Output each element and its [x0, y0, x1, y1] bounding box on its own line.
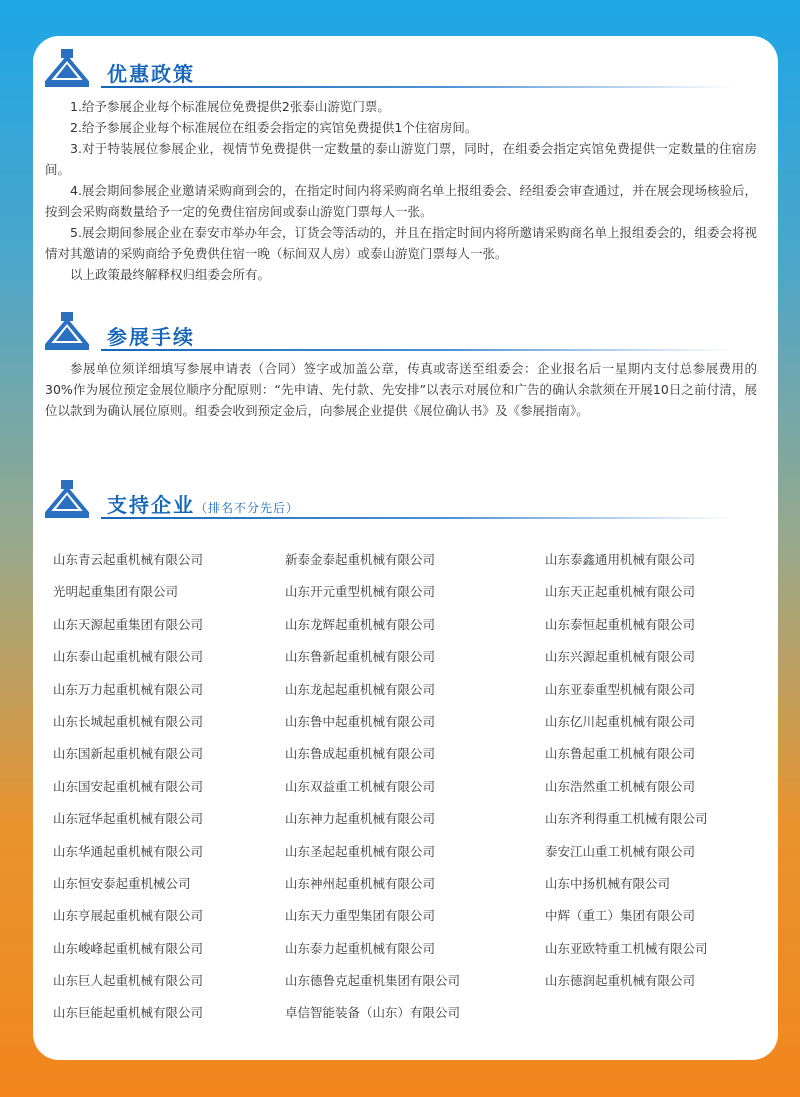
company-item: 山东国新起重机械有限公司 — [53, 746, 204, 762]
company-item: 山东泰力起重机械有限公司 — [285, 940, 436, 956]
procedure-paragraph: 参展单位须详细填写参展申请表（合同）签字或加盖公章，传真或寄送至组委会：企业报名后一星期内支付总参展费用的30%作为展位预定金展位顺序分配原则：“先申请、先付款、先安排”以表示对展位和广告的确认余款须在开展10日之前付清，展位以款到为确认展位原则。组委会收到预定金后，向参展企业提供《展位确认书》及《参展指南》。 — [45, 361, 757, 418]
company-item: 山东中扬机械有限公司 — [545, 875, 671, 891]
company-item: 山东峻峰起重机械有限公司 — [53, 940, 204, 956]
company-item: 山东泰鑫通用机械有限公司 — [545, 552, 696, 567]
company-item: 山东神州起重机械有限公司 — [285, 875, 436, 891]
company-item: 泰安江山重工机械有限公司 — [545, 843, 696, 859]
company-item: 山东亚泰重型机械有限公司 — [545, 681, 696, 697]
company-item: 山东开元重型机械有限公司 — [285, 584, 436, 600]
supporters-title-rule — [101, 517, 735, 519]
company-column-2 — [285, 544, 525, 1030]
policy-title: 优惠政策 — [107, 62, 195, 86]
company-item: 山东青云起重机械有限公司 — [53, 552, 204, 567]
company-item: 山东冠华起重机械有限公司 — [53, 811, 204, 827]
company-item: 山东齐利得重工机械有限公司 — [545, 811, 708, 827]
crane-logo-icon — [45, 311, 89, 351]
policy-item: 4.展会期间参展企业邀请采购商到会的，在指定时间内将采购商名单上报组委会、经组委会审查通过，并在展会现场核验后，按到会采购商数量给予一定的免费住宿房间或泰山游览门票每人一张。 — [45, 183, 757, 219]
policy-section-header — [45, 48, 735, 88]
company-item: 山东泰恒起重机械有限公司 — [545, 616, 696, 632]
company-item: 山东恒安泰起重机械公司 — [53, 875, 191, 891]
company-item: 山东亚欧特重工机械有限公司 — [545, 940, 708, 956]
company-item: 山东德润起重机械有限公司 — [545, 973, 696, 989]
policy-item: 1.给予参展企业每个标准展位免费提供2张泰山游览门票。 — [70, 99, 390, 114]
company-item: 新泰金泰起重机械有限公司 — [285, 552, 436, 567]
policy-title-rule — [101, 86, 735, 88]
company-item: 山东天源起重集团有限公司 — [53, 616, 204, 632]
company-item: 山东圣起起重机械有限公司 — [285, 843, 436, 859]
company-item: 山东巨人起重机械有限公司 — [53, 973, 204, 989]
policy-text — [45, 96, 757, 285]
company-item: 山东华通起重机械有限公司 — [53, 843, 204, 859]
company-item: 光明起重集团有限公司 — [53, 584, 179, 600]
company-item: 山东兴源起重机械有限公司 — [545, 649, 696, 665]
company-item: 山东鲁起重工机械有限公司 — [545, 746, 696, 762]
company-item: 山东双益重工机械有限公司 — [285, 778, 436, 794]
content-card — [33, 36, 778, 1060]
company-item: 山东浩然重工机械有限公司 — [545, 778, 696, 794]
company-item: 山东龙辉起重机械有限公司 — [285, 616, 436, 632]
company-item: 山东天正起重机械有限公司 — [545, 584, 696, 600]
company-column-3 — [545, 544, 785, 997]
company-item: 山东国安起重机械有限公司 — [53, 778, 204, 794]
supporters-title-note: （排名不分先后） — [195, 501, 300, 515]
company-item: 山东龙起起重机械有限公司 — [285, 681, 436, 697]
company-item: 山东神力起重机械有限公司 — [285, 811, 436, 827]
policy-item: 3.对于特装展位参展企业，视情节免费提供一定数量的泰山游览门票，同时，在组委会指定宾馆免费提供一定数量的住宿房间。 — [45, 141, 757, 177]
company-item: 山东鲁新起重机械有限公司 — [285, 649, 436, 665]
company-item: 山东德鲁克起重机集团有限公司 — [285, 973, 461, 989]
company-item: 山东鲁中起重机械有限公司 — [285, 713, 436, 729]
company-item: 山东万力起重机械有限公司 — [53, 681, 204, 697]
supporters-section-header — [45, 479, 735, 519]
company-item: 卓信智能装备（山东）有限公司 — [285, 1005, 461, 1021]
procedure-title-rule — [101, 349, 735, 351]
company-item: 山东长城起重机械有限公司 — [53, 713, 204, 729]
company-item: 山东亨展起重机械有限公司 — [53, 908, 204, 924]
policy-item: 2.给予参展企业每个标准展位在组委会指定的宾馆免费提供1个住宿房间。 — [70, 120, 478, 135]
procedure-text — [45, 358, 757, 421]
company-item: 山东泰山起重机械有限公司 — [53, 649, 204, 665]
policy-item: 5.展会期间参展企业在泰安市举办年会，订货会等活动的，并且在指定时间内将所邀请采购商名单上报组委会的，组委会将视情对其邀请的采购商给予免费供住宿一晚（标间双人房）或泰山游览门票每人一张。 — [45, 225, 757, 261]
company-item: 山东天力重型集团有限公司 — [285, 908, 436, 924]
company-item: 山东鲁成起重机械有限公司 — [285, 746, 436, 762]
company-column-1 — [53, 544, 293, 1030]
company-item: 中辉（重工）集团有限公司 — [545, 908, 696, 924]
procedure-title: 参展手续 — [107, 325, 195, 349]
procedure-section-header — [45, 311, 735, 351]
crane-logo-icon — [45, 479, 89, 519]
supporters-title-text: 支持企业 — [107, 493, 195, 517]
supporters-title — [107, 489, 299, 518]
company-item: 山东巨能起重机械有限公司 — [53, 1005, 204, 1021]
policy-note: 以上政策最终解释权归组委会所有。 — [70, 267, 271, 282]
crane-logo-icon — [45, 48, 89, 88]
company-item: 山东亿川起重机械有限公司 — [545, 713, 696, 729]
